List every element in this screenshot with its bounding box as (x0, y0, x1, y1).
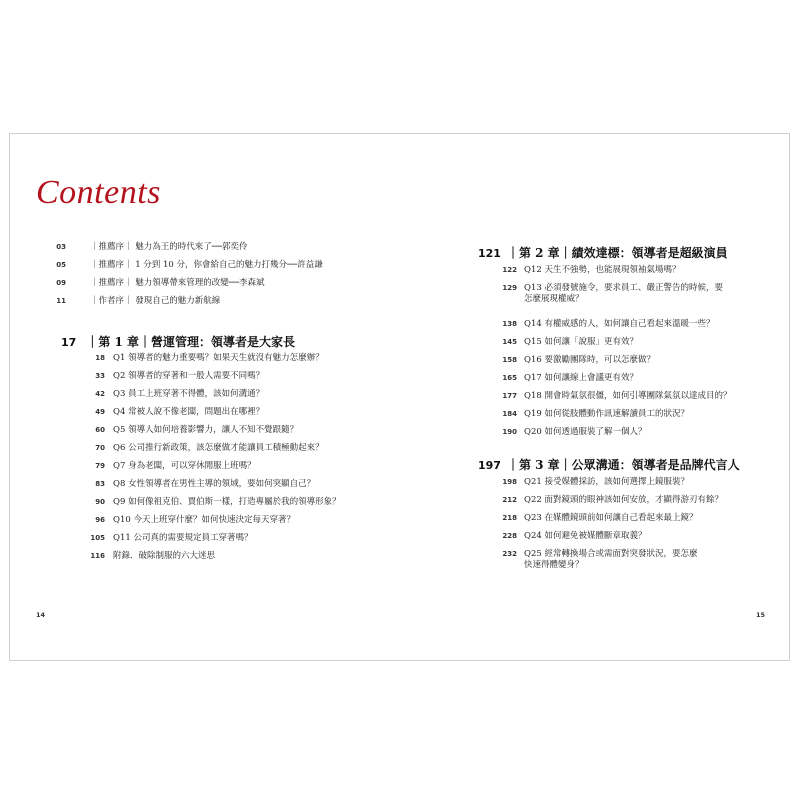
page-number: 11 (56, 297, 66, 305)
entry-text: Q4 常被人說不像老闆，問題出在哪裡？ (113, 407, 265, 417)
toc-entry[interactable] (0, 531, 723, 549)
entry-text: Q11 公司真的需要規定員工穿著嗎？ (113, 533, 253, 543)
page-number: 212 (502, 496, 517, 504)
page-number: 05 (56, 261, 66, 269)
page-number: 232 (502, 550, 517, 558)
chapter-title: ｜第 1 章｜營運管理：領導者是大家長 (86, 335, 296, 349)
page-number: 138 (502, 320, 517, 328)
chapter-page-number: 121 (478, 247, 501, 260)
toc-entry[interactable] (0, 337, 732, 355)
entry-text: Q1 領導者的魅力重要嗎？如果天生就沒有魅力怎麼辦？ (113, 353, 324, 363)
page-number: 228 (502, 532, 517, 540)
entry-text: Q23 在媒體鏡頭前如何讓自己看起來最上鏡？ (524, 513, 698, 523)
toc-entry[interactable] (0, 373, 732, 391)
page-number: 49 (95, 408, 105, 416)
contents-title: Contents (36, 174, 161, 211)
entry-text: Q13 必須發號施令，要求員工、嚴正警告的時候，要怎麼展現權威？ (524, 283, 723, 304)
preface-entry[interactable] (38, 242, 323, 260)
entry-text: Q25 經常轉換場合或需面對突發狀況，要怎麼快速得體變身？ (524, 549, 698, 570)
page-number: 184 (502, 410, 517, 418)
entry-text: Q3 員工上班穿著不得體，該如何溝通？ (113, 389, 265, 399)
entry-text: Q22 面對鏡頭的眼神該如何安放，才顯得游刃有餘？ (524, 495, 723, 505)
page-number: 218 (502, 514, 517, 522)
page-number: 03 (56, 243, 66, 251)
page-number: 09 (56, 279, 66, 287)
chapter-page-number: 17 (61, 336, 77, 349)
chapter-2-list (0, 265, 732, 445)
chapter-3-heading[interactable] (478, 456, 740, 473)
page-number: 177 (502, 392, 517, 400)
entry-text: Q12 天生不強勢，也能展現領袖氣場嗎？ (524, 265, 681, 275)
toc-entry[interactable] (0, 549, 723, 585)
toc-entry[interactable] (0, 477, 723, 495)
page-number: 198 (502, 478, 517, 486)
right-page-folio: 15 (756, 611, 766, 619)
entry-text: Q8 女性領導者在男性主導的領域，要如何突顯自己？ (113, 479, 316, 489)
page-number: 105 (90, 534, 105, 542)
toc-entry[interactable] (0, 391, 732, 409)
entry-text: Q15 如何讓「說服」更有效？ (524, 337, 638, 347)
entry-text: Q6 公司推行新政策，該怎麼做才能讓員工積極動起來？ (113, 443, 324, 453)
entry-text: Q9 如何像祖克伯、賈伯斯一樣，打造專屬於我的領導形象？ (113, 497, 341, 507)
page-number: 42 (95, 390, 105, 398)
page-number: 79 (95, 462, 105, 470)
page-number: 158 (502, 356, 517, 364)
chapter-title: ｜第 2 章｜績效達標：領導者是超級演員 (506, 246, 728, 260)
toc-entry[interactable] (0, 495, 723, 513)
page-number: 145 (502, 338, 517, 346)
chapter-3-list (0, 477, 723, 585)
page-number: 129 (502, 284, 517, 292)
page-number: 122 (502, 266, 517, 274)
chapter-title: ｜第 3 章｜公眾溝通：領導者是品牌代言人 (506, 458, 740, 472)
entry-text: Q24 如何避免被媒體斷章取義？ (524, 531, 647, 541)
page-number: 165 (502, 374, 517, 382)
toc-entry[interactable] (10, 443, 341, 461)
toc-entry[interactable] (0, 319, 732, 337)
page-number: 83 (95, 480, 105, 488)
chapter-2-heading[interactable] (478, 244, 728, 261)
entry-text: Q7 身為老闆，可以穿休閒服上班嗎？ (113, 461, 256, 471)
page-number: 190 (502, 428, 517, 436)
entry-text: ｜推薦序｜ 1 分到 10 分，你會給自己的魅力打幾分──許益謙 (90, 260, 323, 270)
chapter-page-number: 197 (478, 459, 501, 472)
toc-entry[interactable] (0, 513, 723, 531)
page-number: 33 (95, 372, 105, 380)
entry-text: Q14 有權威感的人，如何讓自己看起來溫暖一些？ (524, 319, 715, 329)
toc-entry[interactable] (0, 265, 732, 283)
page-number: 90 (95, 498, 105, 506)
entry-text: ｜推薦序｜ 魅力領導帶來管理的改變──李森斌 (90, 278, 265, 288)
entry-text: 附錄．破除制服的六大迷思 (113, 551, 216, 561)
entry-text: Q2 領導者的穿著和一般人需要不同嗎？ (113, 371, 265, 381)
entry-text: Q18 開會時氣氛很僵，如何引導團隊氣氛以達成目的？ (524, 391, 732, 401)
entry-text: Q19 如何從肢體動作訊速解讀員工的狀況？ (524, 409, 689, 419)
entry-text: ｜推薦序｜ 魅力為王的時代來了──郭奕伶 (90, 242, 248, 252)
page-number: 70 (95, 444, 105, 452)
entry-text: Q16 要激勵團隊時，可以怎麼做？ (524, 355, 655, 365)
left-page-folio: 14 (36, 611, 46, 619)
entry-text: Q10 今天上班穿什麼？如何快速決定每天穿著？ (113, 515, 295, 525)
entry-text: Q20 如何透過服裝了解一個人？ (524, 427, 647, 437)
page-number: 96 (95, 516, 105, 524)
toc-entry[interactable] (0, 409, 732, 427)
toc-entry[interactable] (0, 283, 732, 319)
entry-text: Q21 接受媒體採訪，該如何選擇上鏡服裝？ (524, 477, 689, 487)
toc-entry[interactable] (0, 427, 732, 445)
page-number: 18 (95, 354, 105, 362)
page-number: 116 (90, 552, 105, 560)
toc-entry[interactable] (0, 355, 732, 373)
entry-text: Q17 如何讓線上會議更有效？ (524, 373, 638, 383)
page-number: 60 (95, 426, 105, 434)
entry-text: ｜作者序｜ 發現自己的魅力新航線 (90, 296, 221, 306)
entry-text: Q5 領導人如何培養影響力，讓人不知不覺跟隨？ (113, 425, 299, 435)
